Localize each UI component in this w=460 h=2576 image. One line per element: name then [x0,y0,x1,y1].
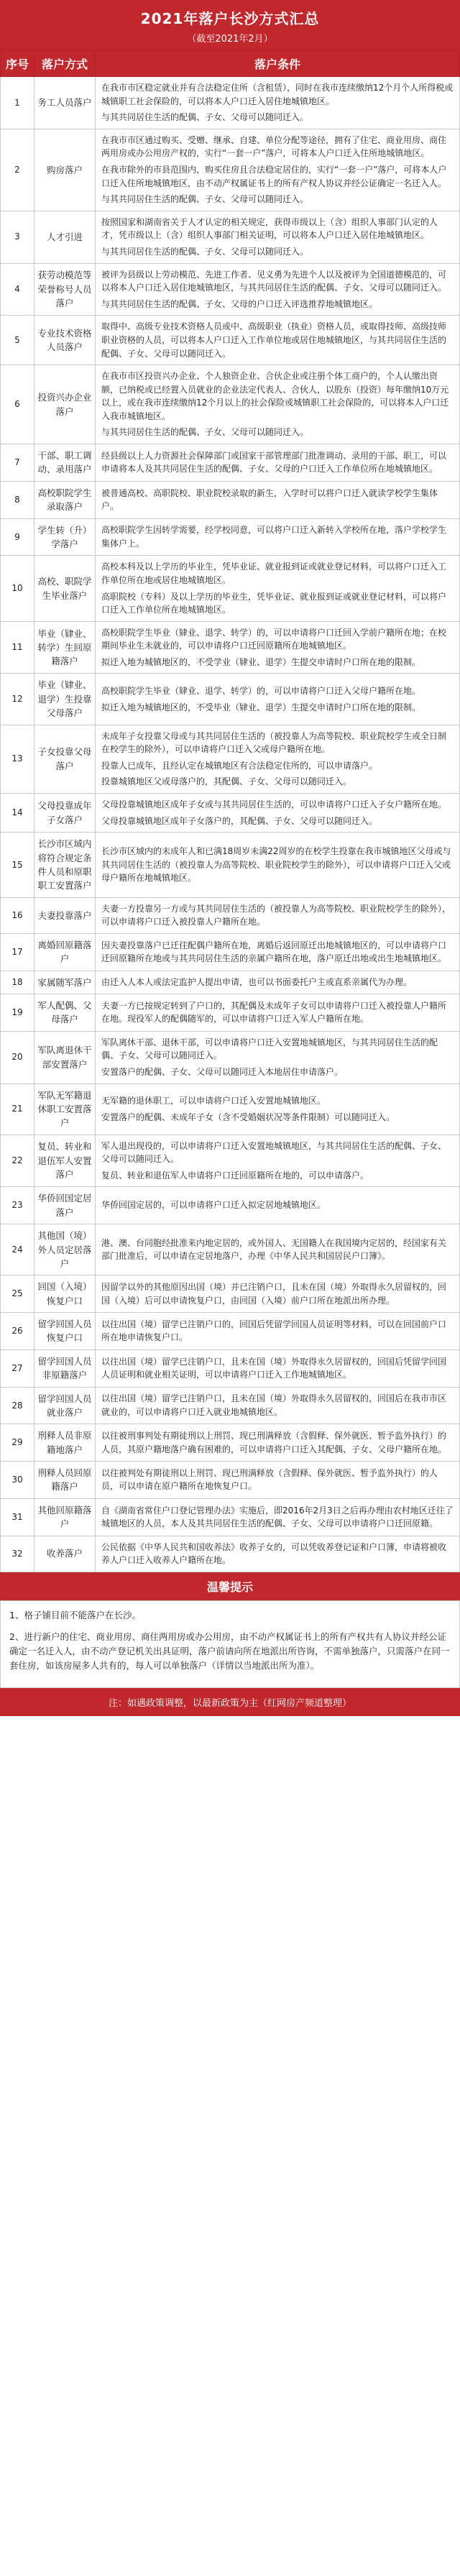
row-condition [96,1424,460,1462]
table-row [1,833,460,898]
row-method: 军人配偶、父母落户 [34,994,96,1031]
row-number: 15 [1,833,34,898]
row-number: 12 [1,674,34,725]
condition-paragraph: 因留学以外的其他原因出国（境）并已注销户口，且未在国（境）外取得永久居留权的，回国（入境）后可以申请恢复户口，由回国（入境）前户口所在地派出所办理。 [101,1282,447,1306]
row-number: 10 [1,556,34,621]
row-condition [96,833,460,898]
row-condition [96,725,460,793]
row-condition [96,518,460,556]
row-method: 留学回国人员就业落户 [34,1387,96,1424]
table-row [1,971,460,994]
row-method: 家属随军落户 [34,971,96,994]
footer-note: 注：如遇政策调整，以最新政策为主（红网房产频道整理） [0,1688,460,1716]
row-method: 长沙市区域内将符合规定条件人员和原职职工安置落户 [34,833,96,898]
row-method: 夫妻投靠落户 [34,897,96,933]
row-condition [96,1083,460,1135]
condition-paragraph: 复员、转业和退伍军人申请将户口迁回原籍所在地的，可以申请落户。 [101,1170,369,1181]
row-condition [96,1462,460,1499]
table-row [1,316,460,365]
table-row [1,897,460,933]
row-condition [96,621,460,674]
condition-paragraph: 与其共同居住生活的配偶、子女、父母可以随同迁入。 [101,194,309,205]
row-number: 4 [1,263,34,316]
row-method: 毕业（肄业、转学）生回原籍落户 [34,621,96,674]
row-condition [96,933,460,971]
tip-item: 2、进行新户的住宅、商业用房、商住两用房或办公用房，由不动产权属证书上的所有产权共有人协议并经公证确定一名迁入人，由不动产登记机关出具证明，落户前请向所在地派出所咨询，不需单独落户，只需落户在同一套住房，如该房屋多人共有的，每人可以单独落户（详情以当地派出所为准）。 [9,1631,450,1671]
row-number: 21 [1,1083,34,1135]
condition-paragraph: 安置落户的配偶、未成年子女（含不受婚姻状况等条件限制）可以随同迁入。 [101,1111,395,1122]
row-condition [96,1349,460,1387]
table-row [1,1187,460,1224]
table-row [1,1135,460,1187]
row-condition [96,129,460,211]
table-row [1,77,460,129]
row-number: 20 [1,1031,34,1083]
column-header-method: 落户方式 [34,51,96,77]
table-row [1,1498,460,1536]
tip-item: 1、格子铺目前不能落户在长沙。 [9,1609,141,1621]
condition-paragraph: 军人退出现役的，可以申请将户口迁入安置地城镇地区，与其共同居住生活的配偶、子女、父母可以随同迁入。 [101,1140,447,1165]
row-number: 8 [1,481,34,518]
row-condition [96,1387,460,1424]
table-row [1,933,460,971]
row-number: 14 [1,793,34,832]
row-condition [96,444,460,482]
table-row [1,994,460,1031]
column-header-no: 序号 [1,51,34,77]
table-row [1,556,460,621]
row-condition [96,793,460,832]
row-method: 人才引进 [34,211,96,263]
row-number: 32 [1,1536,34,1572]
row-method: 专业技术资格人员落户 [34,316,96,365]
condition-paragraph: 高职院校（专科）及以上学历的毕业生，凭毕业证、就业报到证或就业登记材料，可以将户口迁入工作单位所在地城镇地区。 [101,591,447,615]
row-number: 27 [1,1349,34,1387]
row-method: 离婚回原籍落户 [34,933,96,971]
row-method: 其他国（境）外人员定居落户 [34,1224,96,1275]
table-row [1,725,460,793]
page-title: 2021年落户长沙方式汇总 [140,10,320,27]
row-method: 子女投靠父母落户 [34,725,96,793]
page-subtitle: （截至2021年2月） [187,34,273,45]
row-number: 30 [1,1462,34,1499]
row-method: 高校、职院学生毕业落户 [34,556,96,621]
condition-paragraph: 拟迁入地为城镇地区的，不受毕业（肄业、退学）生提交申请时户口所在地的限制。 [101,702,421,712]
row-method: 获劳动模范等荣誉称号人员落户 [34,263,96,316]
row-number: 25 [1,1275,34,1313]
row-method: 其他回原籍落户 [34,1498,96,1536]
row-number: 13 [1,725,34,793]
row-method: 复员、转业和退伍军人安置落户 [34,1135,96,1187]
row-number: 9 [1,518,34,556]
row-condition [96,77,460,129]
condition-paragraph: 与其共同居住生活的配偶、子女、父母可以随同迁入。 [101,112,309,123]
row-method: 务工人员落户 [34,77,96,129]
row-method: 收养落户 [34,1536,96,1572]
row-method: 毕业（肄业、退学）生投靠父母落户 [34,674,96,725]
table-row [1,211,460,263]
row-method: 留学回国人员恢复户口 [34,1313,96,1350]
condition-paragraph: 以往出国（境）留学已注销户口，且未在国（境）外取得永久居留权的，回国后在我市市区就业的，可以申请将户口迁入就业地城镇地区。 [101,1393,447,1417]
row-condition [96,481,460,518]
table-row [1,793,460,832]
row-condition [96,1313,460,1350]
row-method: 军队离退休干部安置落户 [34,1031,96,1083]
condition-paragraph: 安置落户的配偶、子女、父母可以随同迁入本地居住申请落户。 [101,1066,344,1077]
condition-paragraph: 港、澳、台同胞经批准来内地定居的，或外国人、无国籍人在我国境内定居的，经国家有关部门批准后，可以申请在定居地落户，办理《中华人民共和国居民户口簿》。 [101,1237,447,1262]
row-condition [96,1031,460,1083]
condition-paragraph: 在我市市区通过购买、受赠、继承、自建、单位分配等途径，拥有了住宅、商业用房、商住两用房或办公用房产权的，实行“一套一户”落户，可将本人户口迁入住所地城镇地区。 [101,134,447,159]
row-method: 投资兴办企业落户 [34,365,96,444]
table-row [1,1083,460,1135]
row-method: 干部、职工调动、录用落户 [34,444,96,482]
condition-paragraph: 拟迁入地为城镇地区的，不受学业（肄业、退学）生提交申请时户口所在地的限制。 [101,656,421,667]
row-number: 11 [1,621,34,674]
row-number: 19 [1,994,34,1031]
table-row [1,129,460,211]
row-number: 28 [1,1387,34,1424]
condition-paragraph: 被普通高校、高职院校、职业院校录取的新生，入学时可以将户口迁入就读学校学生集体户。 [101,487,438,512]
row-method: 华侨回国定居落户 [34,1187,96,1224]
condition-paragraph: 高校本科及以上学历的毕业生，凭毕业证、就业报到证或就业登记材料，可以将户口迁入工作单位所在地或居住地城镇地区。 [101,562,447,585]
table-row [1,263,460,316]
table-row [1,1424,460,1462]
condition-paragraph: 在我市市区投资兴办企业、个人独资企业、合伙企业或注册个体工商户的，个人认缴出资额，已纳税或已经置入员就业的企业法定代表人、合伙人，以股东（投资）每年缴纳10万元以上，或在我市连续缴纳12个月以上的社会保险或城镇职工社会保险的，可以将本人户口迁入我市城镇地区。 [101,371,449,421]
condition-paragraph: 与其共同居住生活的配偶、子女、父母的户口迁入评选推荐地城镇地区。 [101,298,378,309]
condition-paragraph: 投靠人已成年，且经认定在城镇地区有合法稳定住所的，可以申请落户。 [101,760,378,771]
row-condition [96,1498,460,1536]
condition-paragraph: 高校职院学生因转学需要，经学校同意，可以将户口迁入新转入学校所在地，落户学校学生集体户上。 [101,525,447,549]
row-number: 31 [1,1498,34,1536]
condition-paragraph: 与其共同居住生活的配偶、子女、父母可以随同迁入。 [101,246,309,257]
condition-paragraph: 在我市除外的市县范围内，购买住房且合法稳定居住的，实行“一套一户”落户，可将本人户口迁入住所地城镇地区，由不动产权属证书上的所有产权人协议并经公证确定一名迁入人。 [101,164,447,188]
table-header-row [1,51,460,77]
table-row [1,674,460,725]
condition-paragraph: 自《湖南省常住户口登记管理办法》实施后，即2016年2月3日之后再办理由农村地区迁往了城镇地区的人员，本人及其共同居住生活的配偶、子女、父母可以申请将户口迁回原籍。 [101,1505,454,1529]
table-row [1,518,460,556]
table-row [1,1536,460,1572]
column-header-condition: 落户条件 [96,51,460,77]
condition-paragraph: 在我市市区稳定就业并有合法稳定住所（含租赁），同时在我市连续缴纳12个月个人所得税或城镇职工社会保险的，可以将本人户口迁入居住地城镇地区。 [101,83,454,106]
row-condition [96,674,460,725]
table-row [1,1387,460,1424]
row-method: 购房落户 [34,129,96,211]
row-condition [96,211,460,263]
condition-paragraph: 以往出国（境）留学已注销户口，且未在国（境）外取得永久居留权的，回国后凭留学回国人员证明和就业相关证明，可以申请将户口迁入工作地城镇地区。 [101,1356,447,1380]
row-condition [96,263,460,316]
condition-paragraph: 投靠城镇地区父或母落户的，其配偶、子女、父母可以随同迁入。 [101,776,352,787]
table-row [1,1275,460,1313]
row-number: 2 [1,129,34,211]
condition-paragraph: 因夫妻投靠落户已迁往配偶户籍所在地，离婚后返回原迁出地城镇地区的，可以申请将户口迁回原籍所在地或与其共同居住生活的亲属户籍所在地，落户原迁出地或出生地城镇地区。 [101,940,447,964]
header [0,0,460,50]
row-condition [96,1187,460,1224]
condition-paragraph: 取得中、高级专业技术资格人员或中、高级职业（执业）资格人员，或取得技师、高级技师职业资格的人员，可以将本人户口迁入工作单位地或居住地城镇地区，与其共同居住生活的配偶、子女、父母可以随同迁入。 [101,321,447,359]
condition-paragraph: 高校职院学生毕业（肄业、退学、转学）的，可以申请将户口迁入父母户籍所在地。 [101,685,421,696]
policy-table [0,50,460,1572]
row-condition [96,971,460,994]
table-row [1,1224,460,1275]
condition-paragraph: 父母投靠城镇地区成年子女或与其共同居住生活的，可以申请将户口迁入子女户籍所在地。 [101,799,447,810]
table-row [1,1031,460,1083]
row-number: 3 [1,211,34,263]
condition-paragraph: 经县级以上人力资源社会保障部门或国家干部管理部门批准调动、录用的干部、职工，可以申请将本人及其共同居住生活的配偶、子女、父母的户口迁入工作单位所在地城镇地区。 [101,450,447,475]
condition-paragraph: 以往出国（境）留学已注销户口的，回国后凭留学回国人员证明等材料，可以在回国前户口所在地申请恢复户口。 [101,1319,447,1343]
row-method: 回国（入境）恢复户口 [34,1275,96,1313]
condition-paragraph: 由迁入人本人或法定监护人提出申请，也可以书面委托户主或直系亲属代为办理。 [101,976,413,987]
condition-paragraph: 未成年子女投靠父母或与其共同居住生活的（被投靠人为高等院校、职业院校学生或全日制在校学生的除外），可以申请将户口迁入父或母户籍所在地。 [101,730,447,755]
row-number: 1 [1,77,34,129]
row-method: 学生转（升）学落户 [34,518,96,556]
condition-paragraph: 长沙市区域内的未成年人和已满18周岁未满22周岁的在校学生投靠在我市城镇地区父母或与其共同居住生活的（被投靠人为高等院校、职业院校学生的除外），可以申请将户口迁入父或母户籍所在地城镇地区。 [101,846,451,884]
table-row [1,1349,460,1387]
row-condition [96,1275,460,1313]
row-condition [96,1224,460,1275]
row-condition [96,316,460,365]
row-number: 7 [1,444,34,482]
row-number: 23 [1,1187,34,1224]
row-number: 5 [1,316,34,365]
table-body [1,77,460,1572]
tips-title: 温馨提示 [0,1572,460,1600]
row-method: 高校职院学生录取落户 [34,481,96,518]
row-method: 刑释人员回原籍落户 [34,1462,96,1499]
row-condition [96,1135,460,1187]
row-method: 父母投靠成年子女落户 [34,793,96,832]
condition-paragraph: 以往被判处有期徒刑以上刑罚、现已刑满释放（含假释、保外就医、暂予监外执行）的人员，可以申请在原户籍所在地恢复户口。 [101,1467,438,1492]
condition-paragraph: 与其共同居住生活的配偶、子女、父母可以随同迁入。 [101,427,309,438]
condition-paragraph: 高校职院学生毕业（肄业、退学、转学）的，可以申请将户口迁回入学前户籍所在地；在校期间毕业生未就业的，可以申请将户口迁回原籍所在地城镇地区。 [101,627,447,651]
row-number: 24 [1,1224,34,1275]
condition-paragraph: 夫妻一方已按规定转到了户口的，其配偶及未成年子女可以申请将户口迁入被投靠人户籍所在地。现役军人的配偶随军的，可以申请将户口迁入军人户籍所在地。 [101,1000,447,1025]
row-number: 6 [1,365,34,444]
row-number: 18 [1,971,34,994]
table-row [1,481,460,518]
condition-paragraph: 军队离休干部、退休干部，可以申请将户口迁入安置地城镇地区，与其共同居住生活的配偶、子女、父母可以随同迁入。 [101,1037,438,1061]
condition-paragraph: 父母投靠城镇地区成年子女落户的，其配偶、子女、父母可以随同迁入。 [101,815,378,826]
condition-paragraph: 公民依据《中华人民共和国收养法》收养子女的，可以凭收养登记证和户口簿，申请将被收养人户口迁入收养人户籍所在地。 [101,1541,447,1566]
row-method: 刑释人员非原籍地落户 [34,1424,96,1462]
table-row [1,1313,460,1350]
row-number: 26 [1,1313,34,1350]
row-condition [96,1536,460,1572]
condition-paragraph: 夫妻一方投靠另一方或与其共同居住生活的（被投靠人为高等院校、职业院校学生的除外），可以申请将户口迁入被投靠人户籍所在地。 [101,903,451,927]
table-row [1,1462,460,1499]
row-condition [96,365,460,444]
table-row [1,365,460,444]
row-number: 22 [1,1135,34,1187]
condition-paragraph: 按照国家和湖南省关于人才认定的相关规定，获得市级以上（含）组织人事部门认定的人才，凭市级以上（含）组织人事部门相关证明，可以将本人户口迁入居住地城镇地区。 [101,216,438,241]
condition-paragraph: 以往被刑事判处有期徒刑以上刑罚、现已刑满释放（含假释、保外就医、暂予监外执行）的人员，其原户籍地落户确有困难的，可以申请将户口迁入其配偶、子女、父母户籍所在地。 [101,1431,447,1454]
row-condition [96,897,460,933]
condition-paragraph: 华侨回国定居的，可以申请将户口迁入拟定居地城镇地区。 [101,1200,326,1211]
tips-body [0,1600,460,1688]
row-number: 17 [1,933,34,971]
row-condition [96,556,460,621]
table-row [1,621,460,674]
row-number: 16 [1,897,34,933]
row-method: 留学回国人员非原籍落户 [34,1349,96,1387]
condition-paragraph: 无军籍的退休职工，可以申请将户口迁入安置地城镇地区。 [101,1095,326,1106]
row-method: 军队无军籍退休职工安置落户 [34,1083,96,1135]
table-row [1,444,460,482]
row-condition [96,994,460,1031]
row-number: 29 [1,1424,34,1462]
condition-paragraph: 被评为县级以上劳动模范、先进工作者、见义勇为先进个人以及被评为全国道德模范的，可以将本人户口迁入居住地城镇地区，与其共同居住生活的配偶、子女、父母可以随同迁入。 [101,269,447,293]
